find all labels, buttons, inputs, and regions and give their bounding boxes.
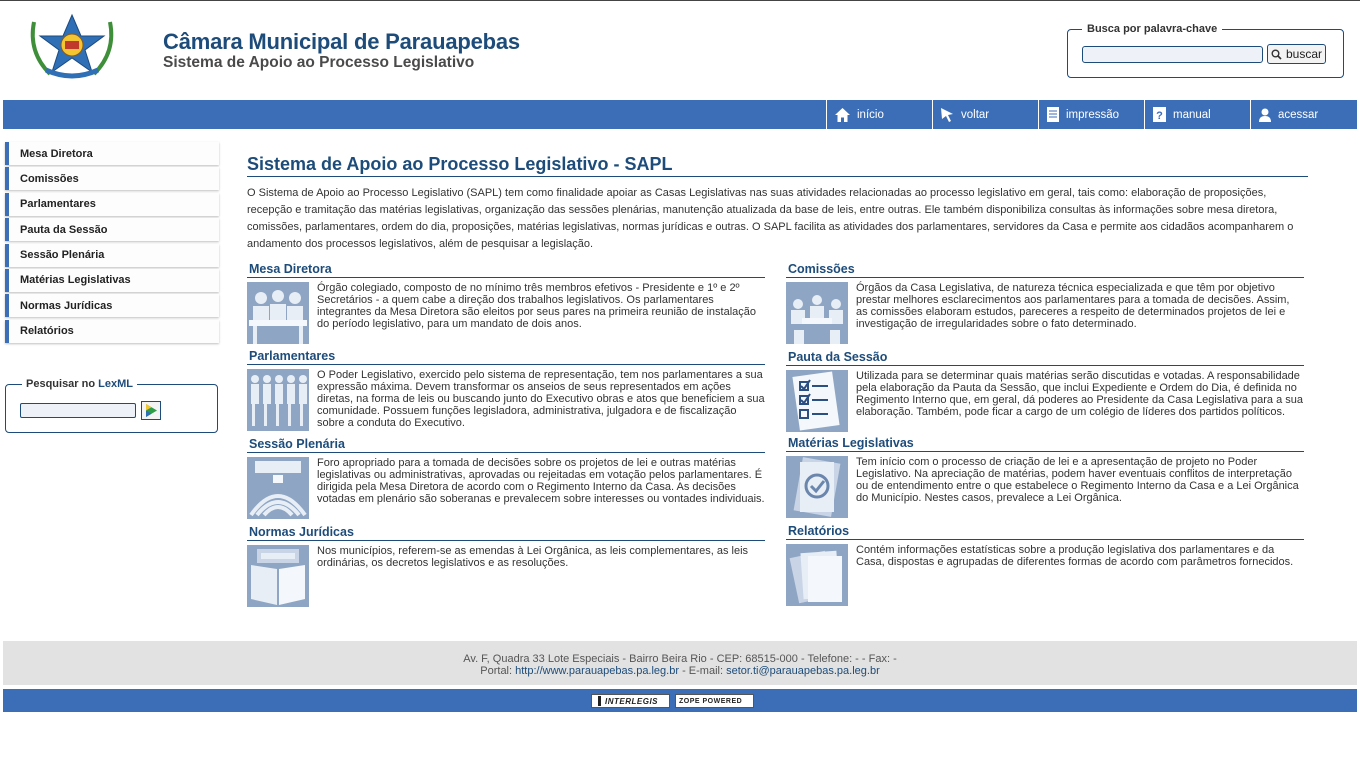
nav-item-manual[interactable] (1144, 100, 1249, 129)
section-normas-juridicas (247, 525, 765, 607)
keyword-search-legend: Busca por palavra-chave (1082, 23, 1222, 35)
parliamentarians-illustration (247, 369, 309, 431)
nav-label-voltar: voltar (961, 108, 990, 121)
section-text-parlamentares: O Poder Legislativo, exercido pelo sistema de representação, tem nos parlamentares a sua expressão máxima. Devem transformar os anseios de seus representados em ações diretas, na forma de leis ou buscando junto do Executivo obras e atos que beneficiem a sua comunidade. Possuem funções legisladora, administrativa, julgadora e de fiscalização sobre a conduta do Executivo. (317, 369, 765, 429)
footer-portal-label: Portal: (480, 665, 516, 677)
footer-address: Av. F, Quadra 33 Lote Especiais - Bairro Beira Rio - CEP: 68515-000 - Telefone: - - Fax: - (463, 653, 897, 665)
page-subtitle: Sistema de Apoio ao Processo Legislativo (163, 54, 475, 71)
nav-item-voltar[interactable] (932, 100, 1037, 129)
section-title-comissoes[interactable]: Comissões (786, 262, 1304, 278)
board-illustration (247, 282, 309, 344)
footer-portal-link[interactable]: http://www.parauapebas.pa.leg.br (515, 665, 680, 677)
home-icon (835, 108, 850, 122)
search-button[interactable] (1267, 44, 1326, 64)
sidebar-item-parlamentares[interactable]: Parlamentares (5, 193, 219, 216)
sidebar-item-relatorios[interactable]: Relatórios (5, 320, 219, 343)
plenary-illustration (247, 457, 309, 519)
top-border-line (0, 0, 1360, 1)
nav-label-impressao: impressão (1066, 108, 1120, 121)
nav-item-inicio[interactable] (826, 100, 931, 129)
section-parlamentares (247, 349, 765, 431)
sidebar-item-normas-juridicas[interactable]: Normas Jurídicas (5, 294, 219, 317)
sidebar-item-pauta-da-sessao[interactable]: Pauta da Sessão (5, 218, 219, 241)
lexml-brand: LexML (98, 378, 133, 390)
committee-illustration (786, 282, 848, 344)
help-icon (1153, 107, 1166, 122)
back-icon (941, 108, 954, 122)
sidebar-item-materias-legislativas[interactable]: Matérias Legislativas (5, 269, 219, 292)
page-title: Câmara Municipal de Parauapebas (163, 29, 520, 54)
lexml-play-icon (142, 402, 160, 419)
lexml-legend (22, 378, 137, 390)
sidebar-item-sessao-plenaria[interactable]: Sessão Plenária (5, 244, 219, 267)
nav-label-acessar: acessar (1278, 108, 1319, 121)
agenda-checklist-illustration (786, 370, 848, 432)
section-title-relatorios[interactable]: Relatórios (786, 524, 1304, 540)
svg-text:?: ? (1156, 110, 1163, 122)
intro-paragraph: O Sistema de Apoio ao Processo Legislativo (SAPL) tem como finalidade apoiar as Casas Legislativas nas suas atividades relacionadas ao processo legislativo em geral, tais como: elaboração de proposições, recepção e tramitação das matérias legislativas, organização das sessões plenárias, manutenção atualizada da base de leis, entre outras. Ele também disponibiliza consultas às informações sobre mesa diretora, comissões, parlamentares, ordem do dia, proposições, matérias legislativas, normas jurídicas e outras. O SAPL facilita as atividades dos parlamentares, servidores da Casa e permite aos cidadãos acompanharem o andamento dos processos legislativos, além de pesquisar a legislação. (247, 187, 1294, 250)
nav-item-acessar[interactable] (1250, 100, 1355, 129)
interlegis-badge[interactable] (591, 694, 670, 708)
section-relatorios (786, 524, 1304, 606)
section-text-materias-legislativas: Tem início com o processo de criação de lei e a apresentação de projeto no Poder Legislativo. Na apreciação de matérias, podem haver eventuais conflitos de interpretação ou de entendimento entre o que estabelece o Regimento Interno da Casa e a Lei Orgânica do Município. Nestes casos, prevalece a Lei Orgânica. (856, 456, 1299, 504)
interlegis-logo-icon (595, 696, 605, 706)
lexml-search-box (5, 378, 218, 433)
lexml-search-button[interactable] (141, 401, 161, 420)
main-title: Sistema de Apoio ao Processo Legislativo - SAPL (247, 154, 1308, 177)
keyword-search-box (1067, 23, 1344, 78)
sidebar-menu (5, 142, 219, 345)
footer (3, 641, 1357, 685)
footer-email-link[interactable]: setor.ti@parauapebas.pa.leg.br (726, 665, 880, 677)
municipal-coat-of-arms-logo (24, 12, 120, 84)
sidebar-item-mesa-diretora[interactable]: Mesa Diretora (5, 142, 219, 165)
sidebar-item-comissoes[interactable]: Comissões (5, 167, 219, 190)
search-icon (1271, 49, 1282, 60)
section-title-sessao-plenaria[interactable]: Sessão Plenária (247, 437, 765, 453)
section-text-sessao-plenaria: Foro apropriado para a tomada de decisões sobre os projetos de lei e outras matérias legislativas ou administrativas, aprovadas ou rejeitadas em votação pelos parlamentares. É dirigida pela Mesa Diretora de acordo com o Regimento Interno da Casa. As decisões votadas em plenário são soberanas e prevalecem sobre interesses ou vontades individuais. (317, 457, 765, 505)
zope-powered-badge-label: ZOPE POWERED (679, 697, 743, 705)
section-title-materias-legislativas[interactable]: Matérias Legislativas (786, 436, 1304, 452)
section-mesa-diretora (247, 262, 765, 344)
nav-label-inicio: início (857, 108, 884, 121)
section-title-parlamentares[interactable]: Parlamentares (247, 349, 765, 365)
section-pauta-da-sessao (786, 350, 1304, 432)
legal-norms-book-illustration (247, 545, 309, 607)
section-title-pauta-da-sessao[interactable]: Pauta da Sessão (786, 350, 1304, 366)
zope-powered-badge[interactable] (675, 694, 754, 708)
keyword-search-input[interactable] (1082, 46, 1263, 63)
section-sessao-plenaria (247, 437, 765, 519)
section-comissoes (786, 262, 1304, 344)
reports-papers-illustration (786, 544, 848, 606)
footer-contact-line (3, 665, 1357, 677)
section-text-comissoes: Órgãos da Casa Legislativa, de natureza técnica especializada e que têm por objetivo prestar melhores esclarecimentos aos parlamentares para a tomada de decisões. Assim, as comissões elaboram estudos, pareceres a respeito de determinados projetos de lei e investigação de irregularidades sobre o fato determinado. (856, 282, 1290, 330)
section-text-relatorios: Contém informações estatísticas sobre a produção legislativa dos parlamentares e da Casa, dispostas e agrupadas de diferentes formas de acordo com parâmetros fornecidos. (856, 544, 1294, 568)
legislative-document-illustration (786, 456, 848, 518)
interlegis-badge-label: INTERLEGIS (605, 696, 659, 706)
section-text-normas-juridicas: Nos municípios, referem-se as emendas à Lei Orgânica, as leis complementares, as leis ordinárias, os decretos legislativos e as resoluções. (317, 545, 749, 569)
section-text-mesa-diretora: Órgão colegiado, composto de no mínimo três membros efetivos - Presidente e 1º e 2º Secretários - a quem cabe a direção dos trabalhos legislativos. Os parlamentares integrantes da Mesa Diretora são eleitos por seus pares na primeira reunião de instalação do período legislativo, para um mandato de dois anos. (317, 282, 757, 330)
section-text-pauta-da-sessao: Utilizada para se determinar quais matérias serão discutidas e votadas. A responsabilidade pela elaboração da Pauta da Sessão, que inclui Expediente e Ordem do Dia, é definida no Regimento Interno que, em geral, dá poderes ao Presidente da Casa Legislativa para a sua elaboração. Também, pode ficar a cargo de um colégio de líderes dos partidos políticos. (856, 370, 1304, 418)
top-navigation-bar (3, 100, 1357, 129)
nav-label-manual: manual (1173, 108, 1211, 121)
user-icon (1259, 108, 1271, 122)
print-icon (1047, 107, 1059, 122)
nav-item-impressao[interactable] (1038, 100, 1143, 129)
section-title-mesa-diretora[interactable]: Mesa Diretora (247, 262, 765, 278)
section-title-normas-juridicas[interactable]: Normas Jurídicas (247, 525, 765, 541)
footer-email-label: - E-mail: (679, 665, 727, 677)
lexml-search-input[interactable] (20, 403, 136, 418)
search-button-label: buscar (1285, 47, 1323, 61)
lexml-legend-prefix: Pesquisar no (26, 378, 99, 390)
section-materias-legislativas (786, 436, 1304, 518)
